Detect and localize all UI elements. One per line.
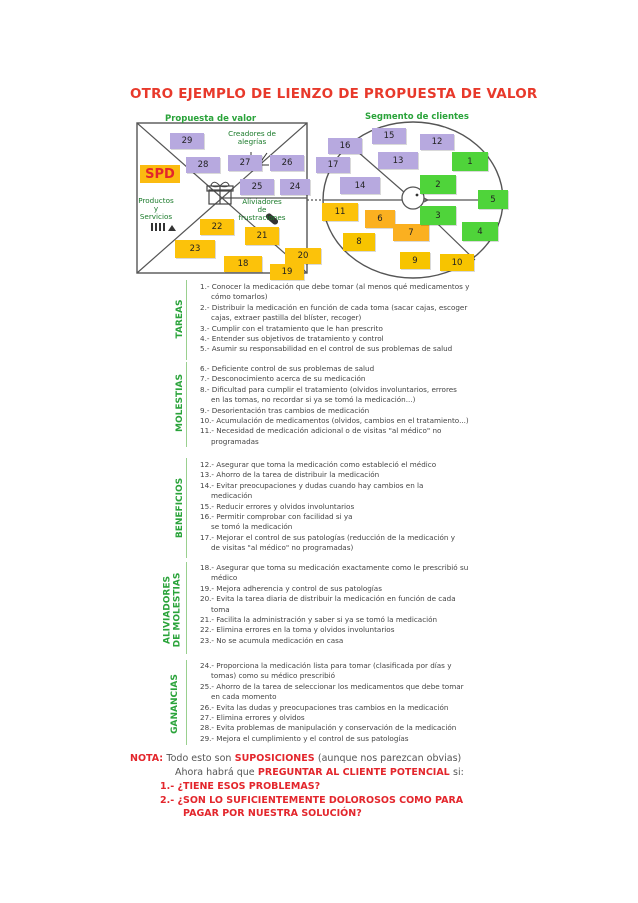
ganancias-list: [200, 661, 518, 744]
note-14: 14: [340, 177, 380, 194]
note-20: 20: [285, 248, 321, 264]
list-item-line: 23.- No se acumula medicación en casa: [200, 635, 344, 645]
list-item-line: 25.- Ahorro de la tarea de seleccionar los medicamentos que debe tomar: [200, 681, 464, 691]
note-2: 2: [420, 175, 456, 194]
list-item-line: 19.- Mejora adherencia y control de sus patologías: [200, 583, 382, 593]
products-icon: [151, 223, 176, 231]
aliviadores-list: [200, 563, 518, 646]
nota-prefix: NOTA:: [130, 753, 164, 764]
list-item-line: en las tomas, no recordar si ya se tomó la medicación...): [211, 395, 416, 405]
nota-line2: [175, 766, 464, 779]
list-item-line: 7.- Desconocimiento acerca de su medicación: [200, 374, 366, 384]
note-4: 4: [462, 222, 498, 241]
nota-text-3: Ahora habrá que: [175, 767, 255, 778]
note-18: 18: [224, 256, 262, 272]
nota-suposiciones: SUPOSICIONES: [234, 753, 315, 764]
pain-relievers-label: Aliviadores de frustraciones: [238, 197, 286, 222]
list-item-line: 5.- Asumir su responsabilidad en el control de sus problemas de salud: [200, 344, 453, 354]
list-item-line: 18.- Asegurar que toma su medicación exactamente como le prescribió su: [200, 563, 469, 572]
list-item-line: 3.- Cumplir con el tratamiento que le han prescrito: [200, 323, 383, 333]
section-label-tareas: TAREAS: [175, 299, 185, 339]
note-24: 24: [280, 179, 310, 195]
list-item-line: 12.- Asegurar que toma la medicación como estableció el médico: [200, 460, 437, 469]
page-title: OTRO EJEMPLO DE LIENZO DE PROPUESTA DE VALOR: [130, 86, 538, 102]
products-services-label: Productos y Servicios: [138, 196, 174, 221]
note-26: 26: [270, 155, 304, 171]
note-28: 28: [186, 157, 220, 173]
list-item-line: en cada momento: [211, 692, 277, 702]
nota-text-1: Todo esto son: [166, 753, 232, 764]
note-25: 25: [240, 179, 274, 195]
note-23: 23: [175, 240, 215, 258]
note-10: 10: [440, 254, 474, 271]
list-item-line: medicación: [211, 491, 253, 501]
list-item-line: 14.- Evitar preocupaciones y dudas cuando hay cambios en la: [200, 480, 424, 490]
nota-line1: [130, 752, 461, 765]
section-label-ganancias: GANANCIAS: [170, 674, 180, 734]
divider: [186, 458, 187, 558]
gain-creators-label: Creadores de alegrías: [228, 129, 276, 146]
nota-question-2b: PAGAR POR NUESTRA SOLUCIÓN?: [183, 808, 362, 819]
list-item-line: tomas) como su médico prescribió: [211, 671, 336, 681]
note-6: 6: [365, 210, 395, 228]
nota-text-4: si:: [453, 767, 464, 778]
note-21: 21: [245, 227, 279, 245]
list-item-line: 11.- Necesidad de medicación adicional o de visitas "al médico" no: [200, 426, 442, 436]
divider: [186, 280, 187, 360]
nota-question-2a: 2.- ¿SON LO SUFICIENTEMENTE DOLOROSOS COMO PARA: [160, 795, 464, 806]
list-item-line: 22.- Elimina errores en la toma y olvidos involuntarios: [200, 625, 395, 635]
molestias-list: [200, 364, 518, 447]
list-item-line: 15.- Reducir errores y olvidos involuntarios: [200, 501, 355, 511]
list-item-line: 20.- Evita la tarea diaria de distribuir la medicación en función de cada: [200, 594, 456, 604]
list-item-line: 9.- Desorientación tras cambios de medicación: [200, 405, 370, 415]
note-15: 15: [372, 128, 406, 144]
note-27: 27: [228, 155, 262, 171]
nota-text-2: (aunque nos parezcan obvias): [317, 753, 462, 764]
divider: [186, 562, 187, 654]
note-9: 9: [400, 252, 430, 269]
list-item-line: 29.- Mejora el cumplimiento y el control de sus patologías: [200, 733, 409, 743]
note-8: 8: [343, 233, 375, 251]
list-item-line: 24.- Proporciona la medicación lista para tomar (clasificada por días y: [200, 661, 452, 670]
divider: [186, 660, 187, 745]
list-item-line: 16.- Permitir comprobar con facilidad si ya: [200, 512, 353, 522]
list-item-line: 27.- Elimina errores y olvidos: [200, 713, 305, 723]
note-16: 16: [328, 138, 362, 154]
spd-label: SPD: [140, 165, 180, 183]
list-item-line: 28.- Evita problemas de manipulación y conservación de la medicación: [200, 723, 457, 733]
note-17: 17: [316, 157, 350, 173]
beneficios-list: [200, 460, 518, 554]
note-13: 13: [378, 152, 418, 169]
note-12: 12: [420, 134, 454, 150]
list-item-line: 2.- Distribuir la medicación en función de cada toma (sacar cajas, escoger: [200, 302, 468, 312]
list-item-line: 10.- Acumulación de medicamentos (olvidos, cambios en el tratamiento...): [200, 416, 469, 426]
list-item-line: de visitas "al médico" no programadas): [211, 543, 354, 553]
list-item-line: cajas, extraer pastilla del blíster, recoger): [211, 313, 362, 323]
aliviadores-line2: DE MOLESTIAS: [172, 572, 183, 648]
note-29: 29: [170, 133, 204, 149]
note-22: 22: [200, 219, 234, 235]
list-item-line: 6.- Deficiente control de sus problemas de salud: [200, 364, 375, 373]
nota-question-1: 1.- ¿TIENE ESOS PROBLEMAS?: [160, 781, 321, 792]
list-item-line: 17.- Mejorar el control de sus patologías (reducción de la medicación y: [200, 532, 456, 542]
list-item-line: 21.- Facilita la administración y saber si ya se tomó la medicación: [200, 615, 438, 625]
list-item-line: programadas: [211, 436, 259, 446]
customer-segment-label: Segmento de clientes: [365, 112, 469, 122]
list-item-line: 8.- Dificultad para cumplir el tratamiento (olvidos involuntarios, errores: [200, 384, 457, 394]
section-label-beneficios: BENEFICIOS: [175, 477, 185, 539]
note-3: 3: [420, 206, 456, 225]
tareas-list: [200, 282, 518, 355]
note-19: 19: [270, 264, 304, 280]
divider: [186, 362, 187, 447]
nota-preguntar: PREGUNTAR AL CLIENTE POTENCIAL: [257, 767, 450, 778]
list-item-line: 1.- Conocer la medicación que debe tomar (al menos qué medicamentos y: [200, 282, 470, 291]
note-7: 7: [393, 224, 429, 241]
note-11: 11: [322, 203, 358, 221]
note-1: 1: [452, 152, 488, 171]
list-item-line: se tomó la medicación: [211, 522, 293, 532]
value-proposition-label: Propuesta de valor: [165, 114, 257, 124]
section-label-aliviadores: [163, 563, 183, 658]
list-item-line: 26.- Evita las dudas y preocupaciones tras cambios en la medicación: [200, 702, 449, 712]
section-label-molestias: MOLESTIAS: [175, 374, 185, 432]
gift-icon: [207, 182, 233, 204]
list-item-line: 13.- Ahorro de la tarea de distribuir la medicación: [200, 470, 380, 480]
list-item-line: médico: [211, 573, 238, 583]
list-item-line: toma: [211, 604, 230, 614]
list-item-line: 4.- Entender sus objetivos de tratamiento y control: [200, 334, 384, 344]
note-5: 5: [478, 190, 508, 209]
aliviadores-line1: ALIVIADORES: [162, 576, 173, 645]
list-item-line: cómo tomarlos): [211, 292, 268, 302]
